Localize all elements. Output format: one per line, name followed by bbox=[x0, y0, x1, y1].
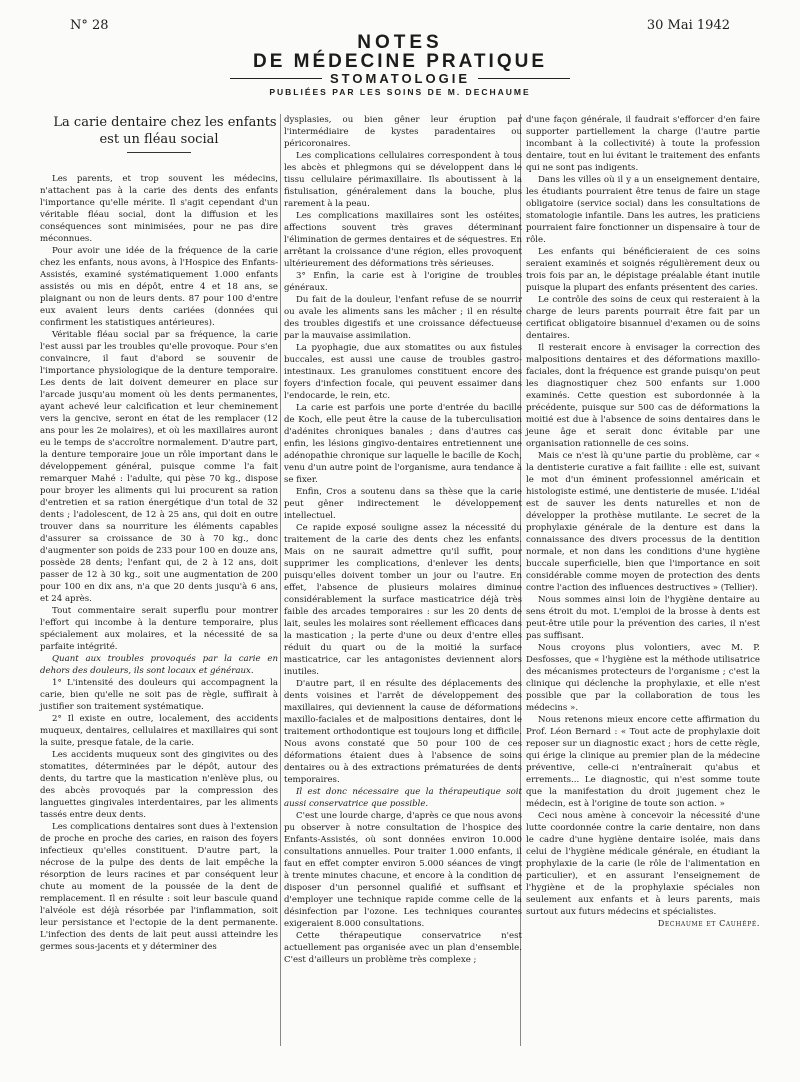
paragraph: Le contrôle des soins de ceux qui resteraient à la charge de leurs parents pourrait être fait par un certificat obligatoire bisannuel d'examen ou de soins dentaires. bbox=[526, 295, 760, 341]
paragraph: Du fait de la douleur, l'enfant refuse de se nourrir ou avale les aliments sans les mâcher ; il en résulte des troubles digestifs et une croissance défectueuse par la mauvaise assimilation. bbox=[284, 295, 522, 341]
paragraph: 3° Enfin, la carie est à l'origine de troubles généraux. bbox=[284, 271, 522, 293]
paragraph: Nous retenons mieux encore cette affirmation du Prof. Léon Bernard : « Tout acte de prophylaxie doit reposer sur un diagnostic exact ; hors de cette règle, qui érige la clinique au premier plan de la médecine préventive, celle-ci n'entraînerait qu'abus et errements... Le diagnostic, qui n'est somme toute que la manifestation du droit jugement chez le médecin, est à l'origine de toute son action. » bbox=[526, 715, 760, 809]
masthead-title-line1: NOTES bbox=[357, 32, 443, 53]
paragraph: Tout commentaire serait superflu pour montrer l'effort qui incombe à la denture temporaire, plus spécialement aux molaires, et la nécessité de sa parfaite intégrité. bbox=[40, 606, 278, 652]
paragraph: 2° Il existe en outre, localement, des accidents muqueux, dentaires, cellulaires et maxillaires qui sont la suite, presque fatale, de la carie. bbox=[40, 714, 278, 748]
article-signature: Dechaume et Cauhépé. bbox=[657, 919, 760, 928]
paragraph: Les complications maxillaires sont les ostéites, affections souvent très graves déterminant l'élimination de germes dentaires et de séquestres. En arrêtant la croissance d'une région, elles provoquent ultérieurement des déformations très sérieuses. bbox=[284, 211, 523, 269]
paragraph: Les complications dentaires sont dues à l'extension de proche en proche des caries, en raison des foyers infectieux qu'elles constituent. D'autre part, la nécrose de la pulpe des dents de lait empêche la résorption de leurs racines et par conséquent leur chute au moment de la poussée de la dent de remplacement. Il en résulte : soit leur bascule quand l'alvéole est déjà résorbée par l'inflammation, soit leur persistance et l'ectopie de la dent permanente. L'infection des dents de lait peut aussi atteindre les germes sous-jacents et y déterminer des bbox=[40, 822, 278, 952]
paragraph: Les accidents muqueux sont des gingivites ou des stomatites, déterminées par le dépôt, autour des dents, du tartre que la mastication n'enlève plus, ou des abcès provoqués par la compression des languettes gingivales interdentaires, par les aliments tassés entre deux dents. bbox=[40, 750, 278, 820]
section-rule-left bbox=[230, 78, 322, 79]
column-divider bbox=[280, 114, 281, 1046]
paragraph: Il est donc nécessaire que la thérapeutique soit aussi conservatrice que possible. bbox=[284, 787, 522, 809]
paragraph: Enfin, Cros a soutenu dans sa thèse que la carie peut gêner indirectement le développement intellectuel. bbox=[284, 487, 522, 521]
paragraph: Nous croyons plus volontiers, avec M. P. Desfosses, que « l'hygiène est la méthode utilisatrice des mécanismes protecteurs de l'organisme ; c'est la clinique qui déclenche la prophylaxie, et elle n'est possible que par la collaboration de tous les médecins ». bbox=[526, 643, 760, 713]
masthead-title-line2: DE MÉDECINE PRATIQUE bbox=[252, 51, 547, 72]
paragraph: Les complications cellulaires correspondent à tous les abcès et phlegmons qui se développent dans le tissu cellulaire périmaxillaire. Ils aboutissent à la fistulisation, généralement dans la bouche, plus rarement à la peau. bbox=[284, 151, 522, 209]
article-column-1 bbox=[40, 114, 278, 953]
paragraph: C'est une lourde charge, d'après ce que nous avons pu observer à notre consultation de l'hospice des Enfants-Assistés, où sont données environ 10.000 consultations annuelles. Pour traiter 1.000 enfants, il faut en effet compter environ 5.000 séances de vingt à trente minutes chacune, et encore à la condition de disposer d'un personnel qualifié et suffisant et d'employer une technique rapide comme celle de la désinfection par l'ozone. Les techniques courantes exigeraient 8.000 consultations. bbox=[284, 811, 522, 929]
paragraph: La pyophagie, due aux stomatites ou aux fistules buccales, est aussi une cause de troubles gastro-intestinaux. Les granulomes constituent encore des foyers d'infection focale, qui peuvent essaimer dans l'endocarde, le rein, etc. bbox=[284, 343, 522, 401]
paragraph: Ce rapide exposé souligne assez la nécessité du traitement de la carie des dents chez les enfants. Mais on ne saurait admettre qu'il suffit, pour supprimer les complications, d'enlever les dents, puisqu'elles doivent tomber un jour ou l'autre. En effet, l'absence de plusieurs molaires diminue considérablement la surface masticatrice déjà très faible des arcades temporaires : sur les 20 dents de lait, seules les molaires sont réellement efficaces dans la mastication ; la perte d'une ou deux d'entre elles réduit du quart ou de la moitié la surface masticatrice, car les antagonistes deviennent alors inutiles. bbox=[284, 523, 522, 677]
section-title: STOMATOLOGIE bbox=[330, 70, 471, 86]
paragraph: D'autre part, il en résulte des déplacements des dents voisines et l'arrêt de développement des maxillaires, qui deviennent la cause de déformations maxillo-faciales et de malpositions dentaires, dont le traitement orthodontique est toujours long et difficile. Nous avons constaté que 50 pour 100 de ces déformations étaient dues à l'absence de soins dentaires ou à des extractions prématurées de dents temporaires. bbox=[284, 679, 522, 785]
section-banner bbox=[230, 70, 570, 86]
masthead-byline: PUBLIÉES PAR LES SOINS DE M. DECHAUME bbox=[269, 87, 531, 97]
article-title: La carie dentaire chez les enfants est un fléau social bbox=[53, 115, 277, 147]
paragraph: Les enfants qui bénéficieraient de ces soins seraient examinés et soignés régulièrement deux ou trois fois par an, le dépistage préalable étant inutile puisque la plupart des enfants présentent des caries. bbox=[526, 247, 760, 293]
paragraph: d'une façon générale, il faudrait s'efforcer d'en faire supporter partiellement la charge (l'autre partie incombant à la collectivité) à toute la profession dentaire, tout en lui évitant le traitement des enfants qui ne sont pas indigents. bbox=[526, 115, 760, 173]
title-rule bbox=[127, 152, 191, 153]
paragraph: La carie est parfois une porte d'entrée du bacille de Koch, elle peut être la cause de la tuberculisation d'adénites chroniques banales ; dans d'autres cas enfin, les lésions gingivo-dentaires entretiennent une adénopathie chronique sur laquelle le bacille de Koch, venu d'un autre point de l'organisme, aura tendance à se fixer. bbox=[284, 403, 522, 485]
paragraph: Nous sommes ainsi loin de l'hygiène dentaire au sens étroit du mot. L'emploi de la brosse à dents est peut-être utile pour la prévention des caries, il n'est pas suffisant. bbox=[526, 595, 760, 641]
article-column-2 bbox=[284, 114, 522, 966]
paragraph: 1° L'intensité des douleurs qui accompagnent la carie, bien qu'elle ne soit pas de règle, suffirait à justifier son traitement systématique. bbox=[40, 678, 278, 712]
paragraph: Pour avoir une idée de la fréquence de la carie chez les enfants, nous avons, à l'Hospice des Enfants-Assistés, examiné systématiquement 1.000 enfants assistés ou mis en dépôt, entre 4 et 18 ans, se plaignant ou non de leurs dents. 87 pour 100 d'entre eux avaient leurs dents cariées (données qui confirment les statistiques antérieures). bbox=[40, 246, 278, 328]
article-column-3 bbox=[526, 114, 760, 930]
paragraph: Véritable fléau social par sa fréquence, la carie l'est aussi par les troubles qu'elle provoque. Pour s'en convaincre, il faut d'abord se souvenir de l'importance physiologique de la denture temporaire. Les dents de lait doivent demeurer en place sur l'arcade jusqu'au moment où les dents permanentes, ayant achevé leur calcification et leur cheminement vers la gencive, seront en état de les remplacer (12 ans pour les 2e molaires), et où les maxillaires auront eu le temps de s'accroître normalement. D'autre part, la denture temporaire joue un rôle important dans le développement général, puisque comme l'a fait remarquer Mahé : l'adulte, qui pèse 70 kg., dispose pour broyer les aliments qui lui procurent sa ration d'entretien et sa ration énergétique d'un total de 32 dents ; l'adolescent, de 12 à 25 ans, qui doit en outre trouver dans sa nourriture les éléments capables d'assurer sa croissance de 30 à 70 kg., donc d'augmenter son poids de 233 pour 100 en douze ans, possède 28 dents; l'enfant qui, de 2 à 12 ans, doit passer de 12 à 30 kg., soit une augmentation de 200 pour 100 en dix ans, n'a que 20 dents jusqu'à 6 ans, et 24 après. bbox=[40, 330, 278, 604]
paragraph: dysplasies, ou bien gêner leur éruption par l'intermédiaire de kystes paradentaires ou péricoronaires. bbox=[284, 115, 522, 149]
paragraph: Ceci nous amène à concevoir la nécessité d'une lutte coordonnée contre la carie dentaire, non dans le cadre d'une hygiène dentaire isolée, mais dans celui de l'hygiène médicale générale, en étudiant la prophylaxie de la carie (le rôle de l'alimentation en particulier), et en assurant l'enseignement de l'hygiène et de la prophylaxie spéciales non seulement aux enfants et à leurs parents, mais surtout aux futurs médecins et spécialistes. bbox=[526, 811, 760, 917]
section-rule-right bbox=[478, 78, 570, 79]
paragraph: Cette thérapeutique conservatrice n'est actuellement pas organisée avec un plan d'ensemble. C'est d'ailleurs un problème très complexe ; bbox=[284, 931, 522, 965]
issue-number: N° 28 bbox=[70, 18, 109, 33]
paragraph: Dans les villes où il y a un enseignement dentaire, les étudiants pourraient être tenus de faire un stage obligatoire (service social) dans les consultations de stomatologie infantile. Dans les autres, les praticiens pourraient faire fonctionner un dispensaire à tour de rôle. bbox=[526, 175, 760, 245]
paragraph: Il resterait encore à envisager la correction des malpositions dentaires et des déformations maxillo-faciales, dont la fréquence est grande puisqu'on peut les diagnostiquer chez 500 enfants sur 1.000 examinés. Cette question est subordonnée à la précédente, puisque sur 500 cas de déformations la moitié est due à l'absence de soins dentaires dans le jeune âge et serait donc évitable par une organisation rationnelle de ces soins. bbox=[526, 343, 760, 449]
paragraph: Quant aux troubles provoqués par la carie en dehors des douleurs, ils sont locaux et généraux. bbox=[40, 654, 278, 676]
paragraph: Les parents, et trop souvent les médecins, n'attachent pas à la carie des dents des enfants l'importance qu'elle mérite. Il s'agit cependant d'un véritable fléau social, dont la diffusion et les conséquences sont minimisées, pour ne pas dire méconnues. bbox=[40, 174, 278, 244]
issue-date: 30 Mai 1942 bbox=[646, 18, 730, 33]
paragraph: Mais ce n'est là qu'une partie du problème, car « la dentisterie curative a fait faillite : elle est, suivant le mot d'un éminent professionnel américain et histologiste estimé, une dentisterie de musée. L'idéal est de sauver les dents naturelles et non de développer la prothèse mutilante. Le secret de la prophylaxie générale de la denture est dans la connaissance des divers processus de la dentition normale, et non dans les conditions d'une hygiène buccale superficielle, bien que l'importance en soit considérable comme moyen de protection des dents contre l'action des influences destructives » (Tellier). bbox=[526, 451, 760, 593]
